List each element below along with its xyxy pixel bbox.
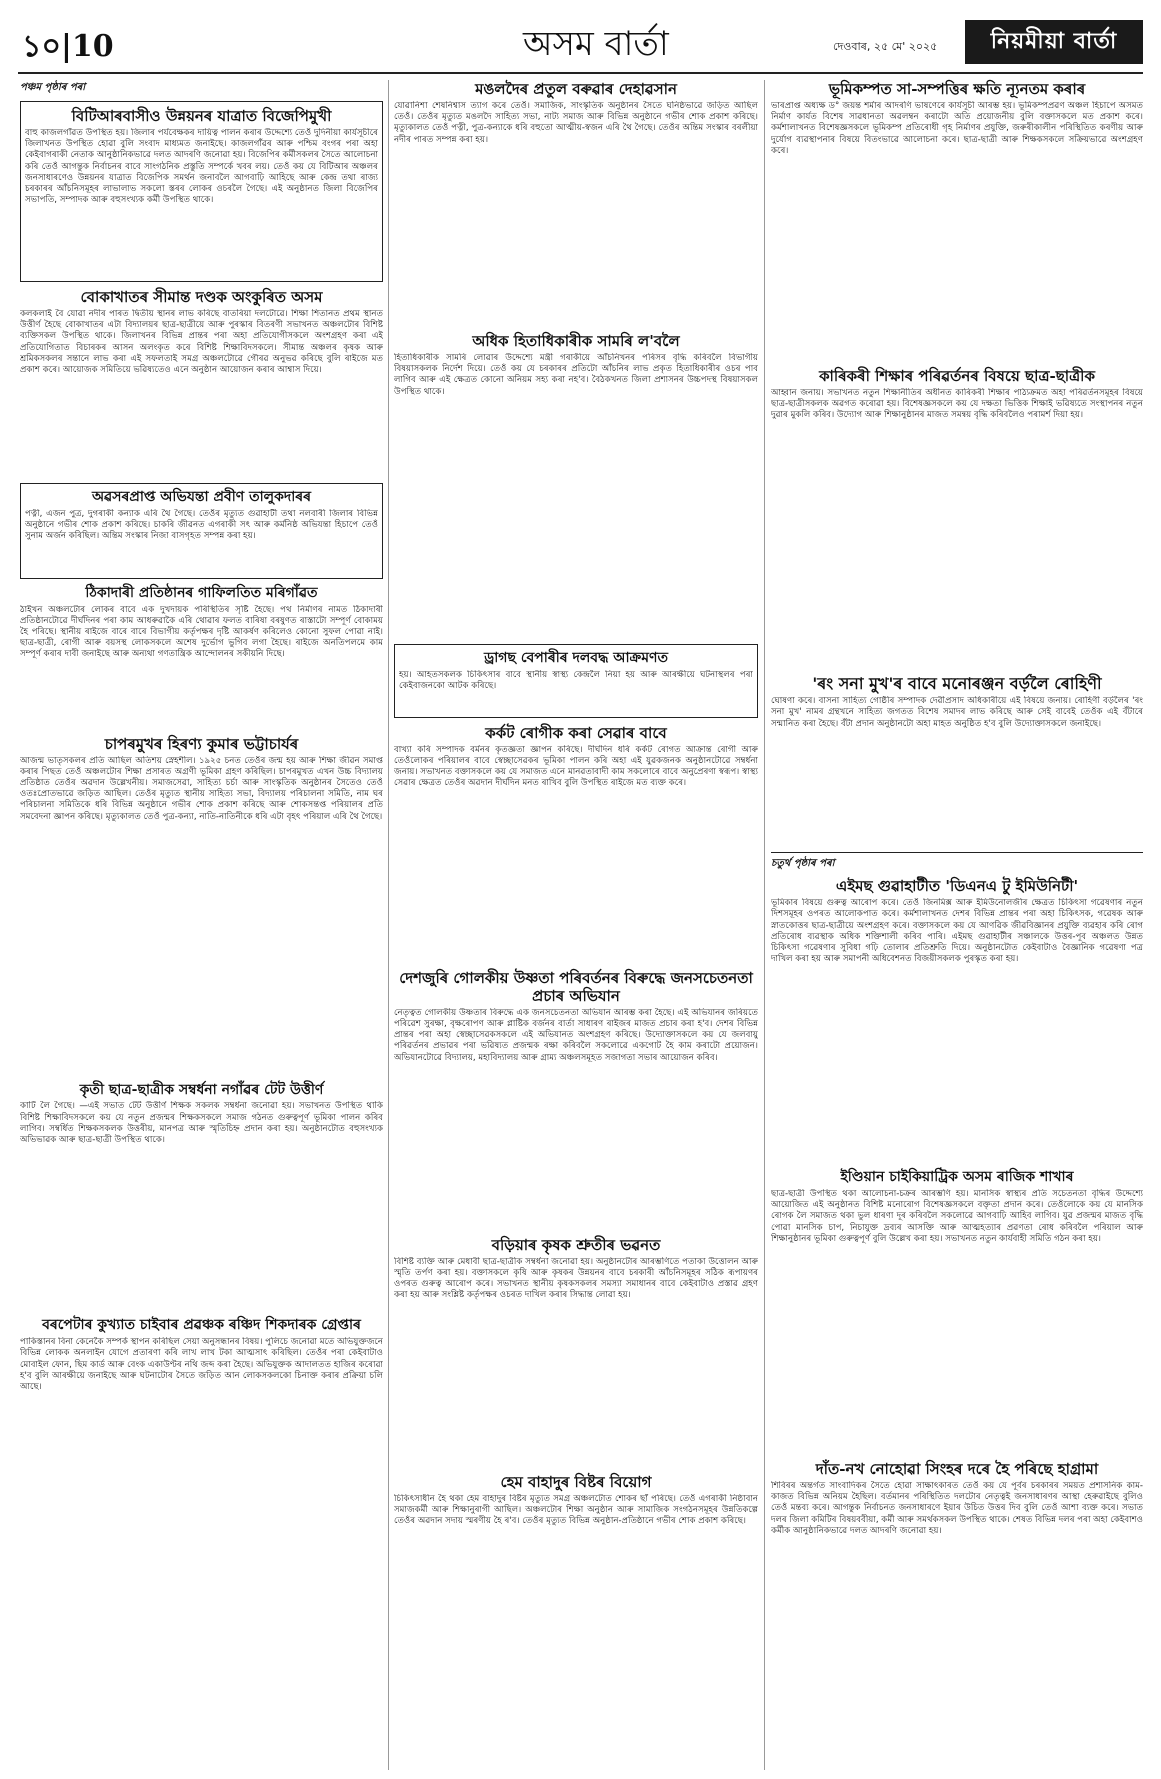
headline: ভূমিকম্পত সা-সম্পত্তিৰ ক্ষতি ন্যূনতম কৰাৰ xyxy=(828,80,1086,98)
headline: এইমছ গুৱাহাটীত 'ডিএনএ টু ইমিউনিটী' xyxy=(835,877,1079,896)
continued-label: পঞ্চম পৃষ্ঠাৰ পৰা xyxy=(20,82,86,93)
article-body: হয়। আহতসকলক চিকিৎসাৰ বাবে স্থানীয় স্বাস্থ্য কেন্দ্ৰলৈ নিয়া হয় আৰু আৰক্ষীয়ে ঘটনাস্থলৰ পৰা কেইবাজনকো আটক কৰিছে। xyxy=(399,669,753,691)
article-global-warming xyxy=(394,969,758,1230)
column-3 xyxy=(771,78,1143,1715)
headline: বড়িয়াৰ কৃষক শ্ৰুতীৰ ভৱনত xyxy=(491,1235,661,1254)
issue-date: দেওবাৰ, ২৫ মে' ২০২৫ xyxy=(833,40,938,53)
page-number: ১০|10 xyxy=(22,29,114,64)
article-body: বিশিষ্ট ব্যক্তি আৰু মেধাবী ছাত্ৰ-ছাত্ৰীক সম্বৰ্ধনা জনোৱা হয়। অনুষ্ঠানটোৰ আৰম্ভণিতে পতাকা উত্তোলন আৰু স্মৃতি তৰ্পণ কৰা হয়। বক্তাসকলে কৃষি আৰু কৃষকৰ উন্নয়নৰ বাবে চৰকাৰী আঁচনিসমূহৰ সঠিক ৰূপায়ণৰ ওপৰত গুৰুত্ব আৰোপ কৰে। সভাখনত স্থানীয় কৃষকসকলৰ সমস্যা সমাধানৰ বাবে কেইবাটাও প্ৰস্তাৱ গ্ৰহণ কৰা হয় আৰু সংশ্লিষ্ট কৰ্তৃপক্ষৰ ওচৰত দাখিল কৰাৰ সিদ্ধান্ত লোৱা হয়। xyxy=(394,1256,758,1301)
headline: অৱসৰপ্ৰাপ্ত অভিযন্তা প্ৰবীণ তালুকদাৰৰ xyxy=(91,489,312,505)
headline: ড্ৰাগছ বেপাৰীৰ দলবদ্ধ আক্ৰমণত xyxy=(483,650,669,666)
headline: 'ৰং সনা মুখ'ৰ বাবে মনোৰঞ্জন বৰ্ড়লৈ ৰোহিণী xyxy=(812,674,1102,693)
article-body: চিকিৎসাধীন হৈ থকা হেম বাহাদুৰ বিষ্টৰ মৃত্যুত সমগ্ৰ অঞ্চলটোত শোকৰ ছাঁ পৰিছে। তেওঁ এগৰাকী নিষ্ঠাবান সমাজকৰ্মী আৰু শিক্ষানুৰাগী আছিল। অঞ্চলটোৰ শিক্ষা অনুষ্ঠান আৰু সামাজিক সংগঠনসমূহৰ উন্নতিকল্পে তেওঁৰ অৱদান সদায় স্মৰণীয় হৈ ৰ'ব। তেওঁৰ মৃত্যুত বিভিন্ন অনুষ্ঠান-প্ৰতিষ্ঠানে গভীৰ শোক প্ৰকাশ কৰিছে। xyxy=(394,1493,758,1527)
article-bjp xyxy=(20,101,383,282)
article-body: ভাৰপ্ৰাপ্ত অধ্যক্ষ ড° জয়ন্ত শৰ্মাৰ আদৰণি ভাষণেৰে কাৰ্যসূচী আৰম্ভ হয়। ভূমিকম্পপ্ৰৱণ অঞ্চল হিচাপে অসমত নিৰ্মাণ কাৰ্যত বিশেষ সাৱধানতা অৱলম্বন কৰাটো অতি প্ৰয়োজনীয় বুলি বক্তাসকলে মত প্ৰকাশ কৰে। কৰ্মশালাখনত বিশেষজ্ঞসকলে ভূমিকম্প প্ৰতিৰোধী গৃহ নিৰ্মাণৰ প্ৰযুক্তি, জৰুৰীকালীন পৰিস্থিতিত কৰণীয় আৰু দুৰ্যোগ ব্যৱস্থাপনাৰ বিষয়ে বিতংভাৱে আলোচনা কৰে। ছাত্ৰ-ছাত্ৰী আৰু শিক্ষকসকলে সক্ৰিয়ভাৱে অংশগ্ৰহণ কৰে। xyxy=(771,101,1143,156)
article-body: ছাত্ৰ-ছাত্ৰী উপস্থিত থকা আলোচনা-চক্ৰৰ আৰম্ভণি হয়। মানসিক স্বাস্থ্যৰ প্ৰতি সচেতনতা বৃদ্ধিৰ উদ্দেশ্যে আয়োজিত এই অনুষ্ঠানত বিশিষ্ট মনোৰোগ বিশেষজ্ঞসকলে বক্তৃতা প্ৰদান কৰে। তেওঁলোকে কয় যে মানসিক ৰোগক লৈ সমাজত থকা ভুল ধাৰণা দূৰ কৰিবলৈ সকলোৱে আগবাঢ়ি আহিব লাগিব। যুৱ প্ৰজন্মৰ মাজত বৃদ্ধি পোৱা মানসিক চাপ, নিচাযুক্ত দ্ৰব্যৰ আসক্তি আৰু আত্মহত্যাৰ প্ৰৱণতা ৰোধ কৰিবলৈ পৰিয়াল আৰু শিক্ষানুষ্ঠানৰ ভূমিকা গুৰুত্বপূৰ্ণ বুলি উল্লেখ কৰা হয়। সভাখনত নতুন কাৰ্যবাহী সমিতি গঠন কৰা হয়। xyxy=(771,1188,1143,1244)
column-divider xyxy=(388,80,389,1770)
headline: হেম বাহাদুৰ বিষ্টৰ বিয়োগ xyxy=(500,1472,652,1491)
headline: দাঁত-নখ নোহোৱা সিংহৰ দৰে হৈ পৰিছে হাগ্ৰামা xyxy=(815,1459,1099,1478)
column-1 xyxy=(20,78,383,1613)
article-body: ঠাইখন অঞ্চলটোৰ লোকৰ বাবে এক দুখদায়ক পৰিস্থিতিৰ সৃষ্টি হৈছে। পথ নিৰ্মাণৰ নামত ঠিকাদাৰী প্ৰতিষ্ঠানটোৱে দীৰ্ঘদিনৰ পৰা কাম আধৰুৱাকৈ এৰি থোৱাৰ ফলত বাৰিষা বৰষুণত ৰাস্তাটো সম্পূৰ্ণ বোকাময় হৈ পৰিছে। স্থানীয় ৰাইজে বাৰে বাৰে বিভাগীয় কৰ্তৃপক্ষৰ দৃষ্টি আকৰ্ষণ কৰিলেও কোনো সুফল পোৱা নাই। ছাত্ৰ-ছাত্ৰী, ৰোগী আৰু বয়সস্থ লোকসকলে অশেষ দুৰ্ভোগ ভুগিব লগা হৈছে। ৰাইজে অনতিপলমে কাম সম্পূৰ্ণ কৰাৰ দাবী জনাইছে আৰু অন্যথা গণতান্ত্ৰিক আন্দোলনৰ সকীয়নি দিছে। xyxy=(20,604,383,660)
column-2 xyxy=(394,78,758,1700)
article-body: ঘোষণা কৰে। বাসনা সাহিত্য গোষ্ঠীৰ সম্পাদক দেৱীপ্ৰসাদ অধিকাৰীয়ে এই বিষয়ে জনায়। ৰোহিণী বৰ্ড়লৈৰ 'ৰং সনা মুখ' নামৰ গ্ৰন্থখনে সাহিত্য জগতত বিশেষ সমাদৰ লাভ কৰিছে আৰু সেই বাবেই তেওঁক এই বঁটাৰে সন্মানিত কৰা হৈছে। বঁটা প্ৰদান অনুষ্ঠানটো অহা মাহত অনুষ্ঠিত হ'ব বুলি উদ্যোক্তাসকলে জনাইছে। xyxy=(771,696,1143,729)
article-body: নেতৃত্বত গোলকীয় উষ্ণতাৰ বিৰুদ্ধে এক জনসচেতনতা অভিযান আৰম্ভ কৰা হৈছে। এই অভিযানৰ জৰিয়তে পৰিৱেশ সুৰক্ষা, বৃক্ষৰোপণ আৰু প্লাষ্টিক বৰ্জনৰ বাৰ্তা সাধাৰণ ৰাইজৰ মাজত প্ৰচাৰ কৰা হ'ব। দেশৰ বিভিন্ন প্ৰান্তৰ পৰা অহা স্বেচ্ছাসেৱকসকলে এই অভিযানত অংশগ্ৰহণ কৰিছে। উদ্যোক্তাসকলে কয় যে জলবায়ু পৰিৱৰ্তনৰ প্ৰভাৱৰ পৰা ভৱিষ্যত প্ৰজন্মক ৰক্ষা কৰিবলৈ সকলোৱে একগোট হৈ কাম কৰাটো প্ৰয়োজন। অভিযানটোৱে বিদ্যালয়, মহাবিদ্যালয় আৰু গ্ৰাম্য অঞ্চলসমূহত সজাগতা সভাৰ আয়োজন কৰিব। xyxy=(394,1007,758,1063)
newspaper-logo: নিয়মীয়া বাৰ্তা xyxy=(965,20,1143,64)
article-body: আহ্বান জনায়। সভাখনত নতুন শিক্ষানীতিৰ অধীনত কাৰিকৰী শিক্ষাৰ পাঠ্যক্ৰমত অহা পৰিৱৰ্তনসমূহৰ বিষয়ে ছাত্ৰ-ছাত্ৰীসকলক অৱগত কৰোৱা হয়। বিশেষজ্ঞসকলে কয় যে দক্ষতা ভিত্তিক শিক্ষাই ভৱিষ্যতে সংস্থাপনৰ নতুন দুৱাৰ মুকলি কৰিব। উদ্যোগ আৰু শিক্ষানুষ্ঠানৰ মাজত সমন্বয় বৃদ্ধি কৰিবলৈও পৰামৰ্শ দিয়া হয়। xyxy=(771,388,1143,421)
article-cancer xyxy=(394,724,758,963)
article-tet xyxy=(20,1082,383,1312)
headline: অধিক হিতাধিকাৰীক সামৰি ল'বলৈ xyxy=(472,332,680,350)
article-contractor xyxy=(20,585,383,729)
article-body: কলকলাই বৈ যোৱা নদীৰ পাৰত দ্বিতীয় স্থানৰ লাভ কৰিছে বাতৰিয়া দলটোৱে। শিক্ষা শিতানত প্ৰথম স্থানত উত্তীৰ্ণ হৈছে বোকাখাতৰ এটা বিদ্যালয়ৰ ছাত্ৰ-ছাত্ৰীয়ে আৰু পুৰস্কাৰ বিতৰণী সভাখনত অঞ্চলটোৰ বিশিষ্ট ব্যক্তিসকল উপস্থিত থাকে। জিলাখনৰ বিভিন্ন প্ৰান্তৰ পৰা অহা প্ৰতিযোগীসকলে অংশগ্ৰহণ কৰা এই প্ৰতিযোগিতাত বিচাৰকৰ আসন অলংকৃত কৰে বিশিষ্ট শিক্ষাবিদসকলে। সীমান্ত অঞ্চলৰ কৃষক আৰু শ্ৰমিকসকলৰ সন্তানে লাভ কৰা এই সফলতাই সমগ্ৰ অঞ্চলটোৱে গৌৰৱ অনুভৱ কৰিছে বুলি ৰাইজে মত প্ৰকাশ কৰে। আয়োজক সমিতিয়ে ভৱিষ্যতেও এনে অনুষ্ঠান আয়োজন কৰাৰ আশ্বাস দিয়ে। xyxy=(20,309,383,376)
article-body: শিবিৰৰ অন্তৰ্গত সাংবাদিকৰ সৈতে হোৱা সাক্ষাৎকাৰত তেওঁ কয় যে পূৰ্বৰ চৰকাৰৰ সময়ত প্ৰশাসনিক কাম-কাজত বিভিন্ন অনিয়ম হৈছিল। বৰ্তমানৰ পৰিস্থিতিত দলটোৰ নেতৃত্বই জনসাধাৰণৰ আস্থা হেৰুৱাইছে বুলিও তেওঁ মন্তব্য কৰে। আগন্তুক নিৰ্বাচনত জনসাধাৰণে ইয়াৰ উচিত উত্তৰ দিব বুলি তেওঁ আশা ব্যক্ত কৰে। সভাত দলৰ জিলা কমিটিৰ বিষয়ববীয়া, কৰ্মী আৰু সমৰ্থকসকল উপস্থিত থাকে। শেষত বিভিন্ন দলৰ পৰা অহা কেইবাশও কৰ্মীক আনুষ্ঠানিকভাৱে দলত আদৰণি জনোৱা হয়। xyxy=(771,1480,1143,1536)
headline: কৰ্কট ৰোগীক কৰা সেৱাৰ বাবে xyxy=(485,723,667,742)
column-divider xyxy=(764,80,765,1770)
article-engineer xyxy=(20,483,383,579)
article-cyber xyxy=(20,1317,383,1607)
article-psychiatric xyxy=(771,1169,1143,1454)
article-body: পাকিস্তানৰ বিনা কেনেকৈ সম্পৰ্ক স্থাপন কৰিছিল সেয়া অনুসন্ধানৰ বিষয়। পুলিচে জনোৱা মতে অভিযুক্তজনে বিভিন্ন লোকক অনলাইন যোগে প্ৰতাৰণা কৰি লাখ লাখ টকা আত্মসাৎ কৰিছিল। তেওঁৰ পৰা কেইবাটাও মোবাইল ফোন, ছিম কাৰ্ড আৰু বেংক একাউণ্টৰ নথি জব্দ কৰা হৈছে। অভিযুক্তক আদালতত হাজিৰ কৰোৱা হ'ব বুলি আৰক্ষীয়ে জনাইছে আৰু ঘটনাটোৰ সৈতে জড়িত আন লোকসকলকো চিনাক্ত কৰাৰ প্ৰক্ৰিয়া চলি আছে। xyxy=(20,1337,383,1392)
article-aiims xyxy=(771,877,1143,1163)
article-body: বাহু কাজলগাঁৱত উপস্থিত হয়। জিলাৰ পৰ্যবেক্ষকৰ দায়িত্ব পালন কৰাৰ উদ্দেশ্যে তেওঁ দুদিনীয়া কাৰ্যসূচীৰে জিলাখনত উপস্থিত হোৱা বুলি সংবাদ মাধ্যমত জনাইছে। কাজলগাঁৱৰ আৰু পশ্চিম বংগৰ পৰা অহা কেইবাগৰাকী নেতাক আনুষ্ঠানিকভাৱে দলত আদৰণি জনোৱা হয়। বিজেপিৰ কৰ্মীসকলৰ সৈতে আলোচনা কৰি তেওঁ আগন্তুক নিৰ্বাচনৰ বাবে সাংগঠনিক প্ৰস্তুতি সম্পৰ্কে খবৰ লয়। তেওঁ কয় যে বিটিআৰ অঞ্চলৰ জনসাধাৰণেও উন্নয়নৰ যাত্ৰাত বিজেপিক সমৰ্থন জনাবলৈ আগবাঢ়ি আহিছে আৰু কেন্দ্ৰ তথা ৰাজ্য চৰকাৰৰ আঁচনিসমূহৰ লাভালাভ সকলো স্তৰৰ লোকৰ ওচৰলৈ গৈছে। এই অনুষ্ঠানত জিলা বিজেপিৰ সভাপতি, সম্পাদক আৰু বহুসংখ্যক কৰ্মী উপস্থিত থাকে। xyxy=(25,128,378,206)
article-hem-bahadur xyxy=(394,1473,758,1694)
headline: বোকাখাতৰ সীমান্ত দণ্ডক অংকুৰিত অসম xyxy=(80,288,323,306)
article-drugs xyxy=(394,644,758,718)
article-technical-education xyxy=(771,367,1143,668)
article-body: ভূমিকাৰ বিষয়ে গুৰুত্ব আৰোপ কৰে। তেওঁ জিনমিক্স আৰু ইমিউনোলজীৰ ক্ষেত্ৰত চিকিৎসা গৱেষণাৰ নতুন দিশসমূহৰ ওপৰত আলোকপাত কৰে। কৰ্মশালাখনত দেশৰ বিভিন্ন প্ৰান্তৰ পৰা অহা চিকিৎসক, গৱেষক আৰু স্নাতকোত্তৰ ছাত্ৰ-ছাত্ৰীয়ে অংশগ্ৰহণ কৰে। বক্তাসকলে কয় যে আণৱিক জীৱবিজ্ঞানৰ প্ৰযুক্তি ব্যৱহাৰ কৰি ৰোগ প্ৰতিৰোধ ব্যৱস্থাক অধিক শক্তিশালী কৰিব পাৰি। এইমছ গুৱাহাটীৰ সঞ্চালকে উত্তৰ-পূব অঞ্চলত উন্নত চিকিৎসা গৱেষণাৰ সুবিধা গঢ়ি তোলাৰ প্ৰতিশ্ৰুতি দিয়ে। অনুষ্ঠানটোত কেইবাটাও বৈজ্ঞানিক গৱেষণা পত্ৰ দাখিল কৰা হয় আৰু সমাপনী অধিবেশনত বিজয়ীসকলক পুৰস্কৃত কৰা হয়। xyxy=(771,898,1143,965)
headline: বৰপেটাৰ কুখ্যাত চাইবাৰ প্ৰৱঞ্চক ৰঞ্চিদ শিকদাৰক গ্ৰেপ্তাৰ xyxy=(42,1317,361,1334)
article-rohini xyxy=(771,674,1143,846)
article-body: যোৱানিশা শেষনিশ্বাস ত্যাগ কৰে তেওঁ। সমাজিক, সাংস্কৃতিক অনুষ্ঠানৰ সৈতে ঘনিষ্ঠভাৱে জড়িত আছিল তেওঁ। তেওঁৰ মৃত্যুত মঙলদৈ সাহিত্য সভা, নাট্য সমাজ আৰু বিভিন্ন অনুষ্ঠানে গভীৰ শোক প্ৰকাশ কৰিছে। মৃত্যুকালত তেওঁ পত্নী, পুত্ৰ-কন্যাকে ধৰি বহুতো আত্মীয়-স্বজন এৰি থৈ গৈছে। তেওঁৰ অন্তিম সংস্কাৰ বৰলীয়া নদীৰ পাৰত সম্পন্ন কৰা হয়। xyxy=(394,101,758,145)
headline: কৃতী ছাত্ৰ-ছাত্ৰীক সম্বৰ্ধনা নগাঁৱৰ টেট উত্তীৰ্ণ xyxy=(79,1081,324,1098)
article-body: কাটি লৈ গৈছে। —এই সভাত টেট উত্তীৰ্ণ শিক্ষক সকলক সম্বৰ্ধনা জনোৱা হয়। সভাখনত উপস্থিত থাকি বিশিষ্ট শিক্ষাবিদসকলে কয় যে নতুন প্ৰজন্মৰ শিক্ষকসকলে সমাজ গঠনত গুৰুত্বপূৰ্ণ ভূমিকা পালন কৰিব লাগিব। সম্বৰ্ধিত শিক্ষকসকলক উত্তৰীয়, মানপত্ৰ আৰু স্মৃতিচিহ্ন প্ৰদান কৰা হয়। অনুষ্ঠানটোত বহুসংখ্যক অভিভাৱক আৰু ছাত্ৰ-ছাত্ৰী উপস্থিত থাকে। xyxy=(20,1101,383,1145)
headline: ইণ্ডিয়ান চাইকিয়াট্ৰিক অসম ৰাজিক শাখাৰ xyxy=(840,1169,1074,1186)
article-body: হিতাধিকাৰীক সামৰি লোৱাৰ উদ্দেশ্যে মন্ত্ৰী গৰাকীয়ে আঁচনিখনৰ পৰিসৰ বৃদ্ধি কৰিবলৈ বিভাগীয় বিষয়াসকলক নিৰ্দেশ দিয়ে। তেওঁ কয় যে চৰকাৰৰ প্ৰতিটো আঁচনিৰ লাভ প্ৰকৃত হিতাধিকাৰীৰ ওচৰ পাব লাগিব আৰু এই ক্ষেত্ৰত কোনো অনিয়ম সহ্য কৰা নহ'ব। বৈঠকখনত জিলা প্ৰশাসনৰ উচ্চপদস্থ বিষয়াসকল উপস্থিত থাকে। xyxy=(394,353,758,397)
continued-label: চতুৰ্থ পৃষ্ঠাৰ পৰা xyxy=(771,852,1143,873)
headline: ঠিকাদাৰী প্ৰতিষ্ঠানৰ গাফিলতিত মৰিগাঁৱত xyxy=(85,584,318,601)
article-body: আজন্ম ভাতৃসকলৰ প্ৰতি আছিল অতিশয় স্নেহশীল। ১৯২৫ চনত তেওঁৰ জন্ম হয় আৰু শিক্ষা জীৱন সমাপ্ত কৰাৰ পিছত তেওঁ অঞ্চলটোৰ শিক্ষা প্ৰসাৰত অগ্ৰণী ভূমিকা গ্ৰহণ কৰিছিল। চাপৰমুখত এখন উচ্চ বিদ্যালয় প্ৰতিষ্ঠাত তেওঁৰ অৱদান উল্লেখনীয়। সমাজসেৱা, সাহিত্য চৰ্চা আৰু সাংস্কৃতিক অনুষ্ঠানৰ সৈতেও তেওঁ ওতঃপ্ৰোতভাৱে জড়িত আছিল। তেওঁৰ মৃত্যুত স্থানীয় সাহিত্য সভা, বিদ্যালয় পৰিচালনা সমিতি, নাম ঘৰ পৰিচালনা সমিতিকে ধৰি বিভিন্ন অনুষ্ঠানে গভীৰ শোক প্ৰকাশ কৰিছে আৰু শোকসন্তপ্ত পৰিয়ালৰ প্ৰতি সমবেদনা জ্ঞাপন কৰিছে। মৃত্যুকালত তেওঁ পুত্ৰ-কন্যা, নাতি-নাতিনীকে ধৰি এটা বৃহৎ পৰিয়াল এৰি থৈ গৈছে। xyxy=(20,755,383,822)
article-bariya xyxy=(394,1236,758,1467)
section-title: অসম বাৰ্তা xyxy=(523,24,669,64)
article-bokakhat xyxy=(20,288,383,477)
article-mangaldai xyxy=(394,80,758,326)
article-earthquake xyxy=(771,80,1143,361)
article-body: বাখ্যা কৰি সম্পাদক বৰ্মনৰ কৃতজ্ঞতা জ্ঞাপন কৰিছে। দীৰ্ঘদিন ধৰি কৰ্কট ৰোগত আক্ৰান্ত ৰোগী আৰু তেওঁলোকৰ পৰিয়ালৰ বাবে স্বেচ্ছাসেৱকৰ ভূমিকা পালন কৰি অহা এই যুৱকজনক অনুষ্ঠানটোৱে সম্বৰ্ধনা জনায়। সভাখনত বক্তাসকলে কয় যে সমাজত এনে মানৱতাবাদী কাম সকলোৰে বাবে অনুপ্ৰেৰণা স্বৰূপ। স্বাস্থ্য সেৱাৰ ক্ষেত্ৰত তেওঁৰ অৱদান দীৰ্ঘদিন মনত ৰাখিব বুলি উপস্থিত ৰাইজে মত ব্যক্ত কৰে। xyxy=(394,744,758,789)
masthead xyxy=(18,14,1143,74)
headline: মঙলদৈৰ প্ৰতুল বৰুৱাৰ দেহাৱসান xyxy=(475,80,677,98)
headline: বিটিআৰবাসীও উন্নয়নৰ যাত্ৰাত বিজেপিমুখী xyxy=(71,107,332,125)
article-hiranya xyxy=(20,735,383,1076)
headline: দেশজুৰি গোলকীয় উষ্ণতা পৰিবৰ্তনৰ বিৰুদ্ধে জনসচেতনতা প্ৰচাৰ অভিযান xyxy=(399,968,753,1005)
article-beneficiaries xyxy=(394,332,758,638)
article-hagrama xyxy=(771,1460,1143,1709)
article-body: পত্নী, এজন পুত্ৰ, দুগৰাকী কন্যাক এৰি থৈ গৈছে। তেওঁৰ মৃত্যুত গুৱাহাটী তথা নলবাৰী জিলাৰ বিভিন্ন অনুষ্ঠানে গভীৰ শোক প্ৰকাশ কৰিছে। চাকৰি জীৱনত এগৰাকী সৎ আৰু কৰ্মনিষ্ঠ অভিযন্তা হিচাপে তেওঁ সুনাম অৰ্জন কৰিছিল। অন্তিম সংস্কাৰ নিজা বাসগৃহত সম্পন্ন কৰা হয়। xyxy=(25,508,378,542)
headline: কাৰিকৰী শিক্ষাৰ পৰিৱৰ্তনৰ বিষয়ে ছাত্ৰ-ছাত্ৰীক xyxy=(819,367,1095,385)
headline: চাপৰমুখৰ হিৰণ্য কুমাৰ ভট্টাচাৰ্যৰ xyxy=(104,734,299,753)
